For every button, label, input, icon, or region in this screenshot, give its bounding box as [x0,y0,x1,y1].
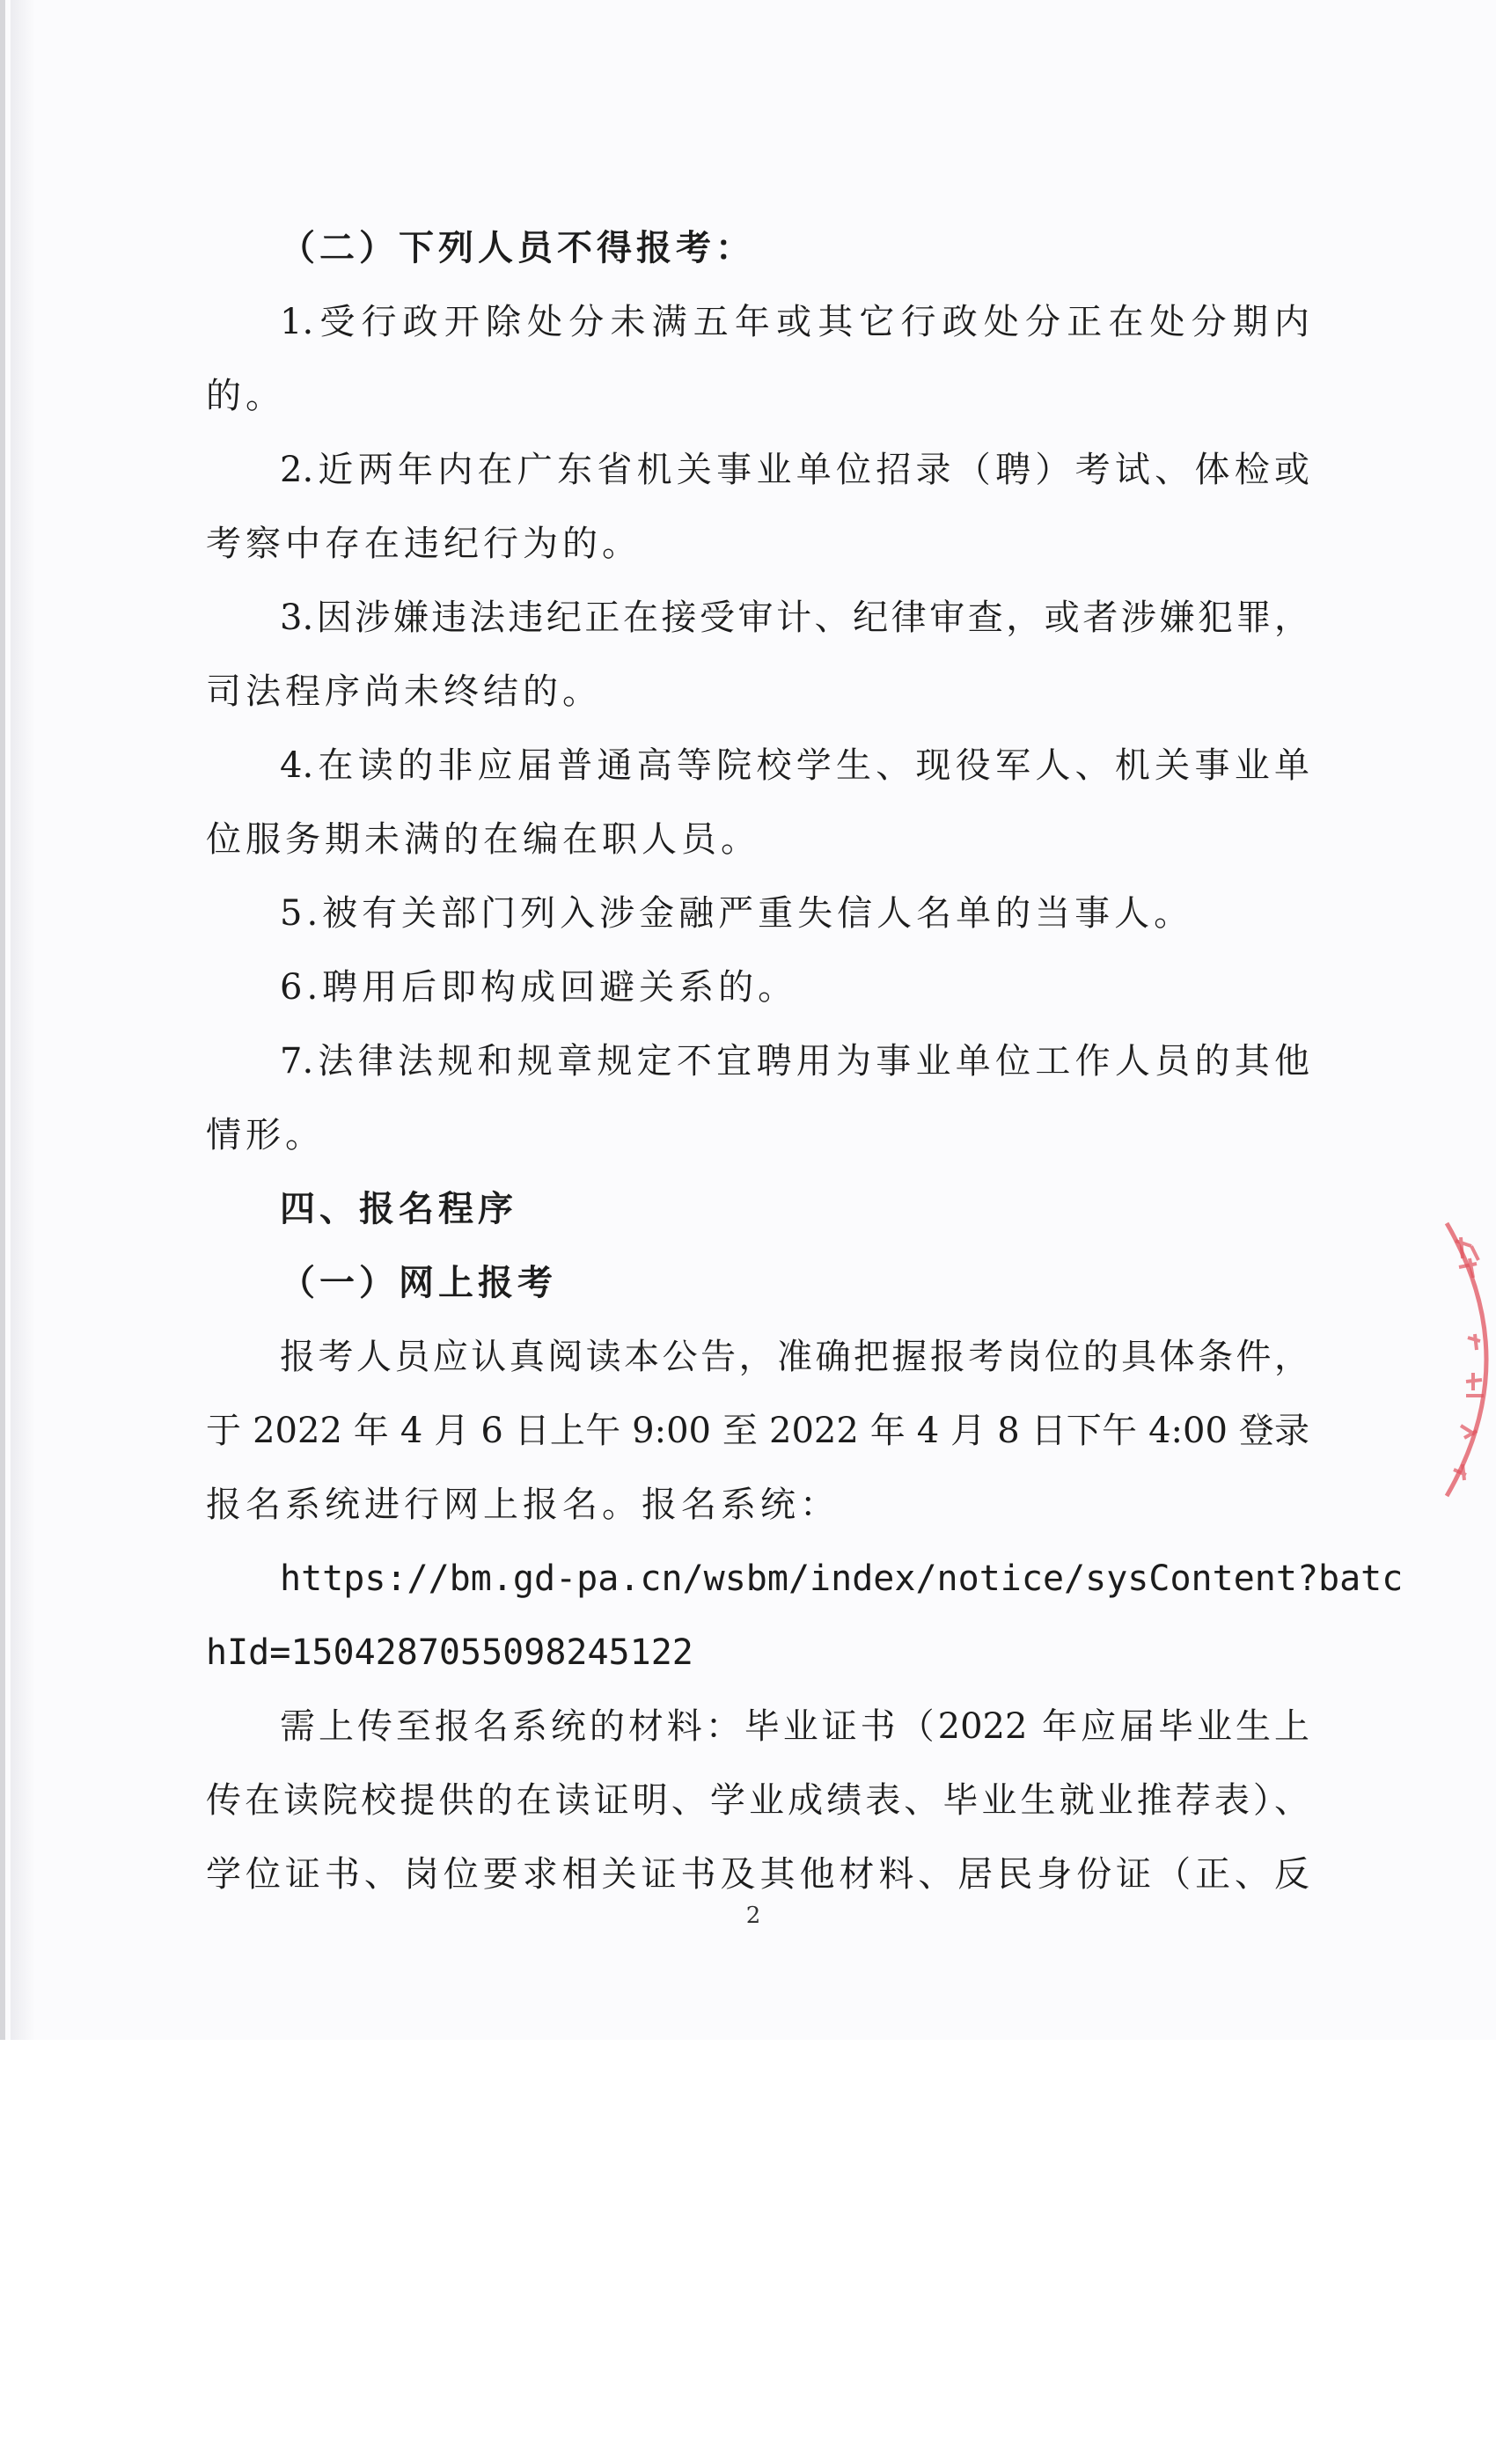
item-7-line-2: 情形。 [206,1115,325,1155]
item-1-line-2: 的。 [206,376,285,416]
para-2-line-3: 学位证书、岗位要求相关证书及其他材料、居民身份证（正、反 [206,1854,1309,1895]
item-3-line-2: 司法程序尚未终结的。 [206,671,602,712]
official-seal-fragment [1429,1214,1496,1505]
scan-edge-shadow [11,0,35,2040]
item-4-line-1: 4.在读的非应届普通高等院校学生、现役军人、机关事业单 [280,745,1309,786]
subsection-1-heading: （一）网上报考 [280,1263,557,1303]
registration-url-line-1[interactable]: https://bm.gd-pa.cn/wsbm/index/notice/sysContent?batc [280,1558,1404,1599]
para-1-line-3: 报名系统进行网上报名。报名系统： [206,1485,840,1525]
item-6: 6.聘用后即构成回避关系的。 [280,967,798,1008]
item-1-line-1: 1.受行政开除处分未满五年或其它行政处分正在处分期内 [280,302,1309,342]
item-2-line-1: 2.近两年内在广东省机关事业单位招录（聘）考试、体检或 [280,450,1309,490]
para-2-line-2: 传在读院校提供的在读证明、学业成绩表、毕业生就业推荐表）、 [206,1780,1309,1821]
para-1-line-1: 报考人员应认真阅读本公告，准确把握报考岗位的具体条件， [280,1337,1309,1377]
item-3-line-1: 3.因涉嫌违法违纪正在接受审计、纪律审查，或者涉嫌犯罪， [280,598,1309,638]
item-5: 5.被有关部门列入涉金融严重失信人名单的当事人。 [280,893,1194,934]
document-body [206,211,1404,1911]
item-2-line-2: 考察中存在违纪行为的。 [206,524,642,564]
item-4-line-2: 位服务期未满的在编在职人员。 [206,819,760,860]
item-7-line-1: 7.法律法规和规章规定不宜聘用为事业单位工作人员的其他 [280,1041,1309,1082]
para-2-line-1: 需上传至报名系统的材料：毕业证书（2022 年应届毕业生上 [280,1706,1309,1747]
registration-url-line-2[interactable]: hId=1504287055098245122 [206,1632,693,1673]
seal-icon [1429,1214,1496,1505]
page-number: 2 [745,1903,761,1929]
section-2-heading: （二）下列人员不得报考： [280,228,755,268]
para-1-line-2: 于 2022 年 4 月 6 日上午 9:00 至 2022 年 4 月 8 日下午 4:00 登录 [206,1411,1309,1451]
section-4-heading: 四、报名程序 [280,1189,517,1229]
